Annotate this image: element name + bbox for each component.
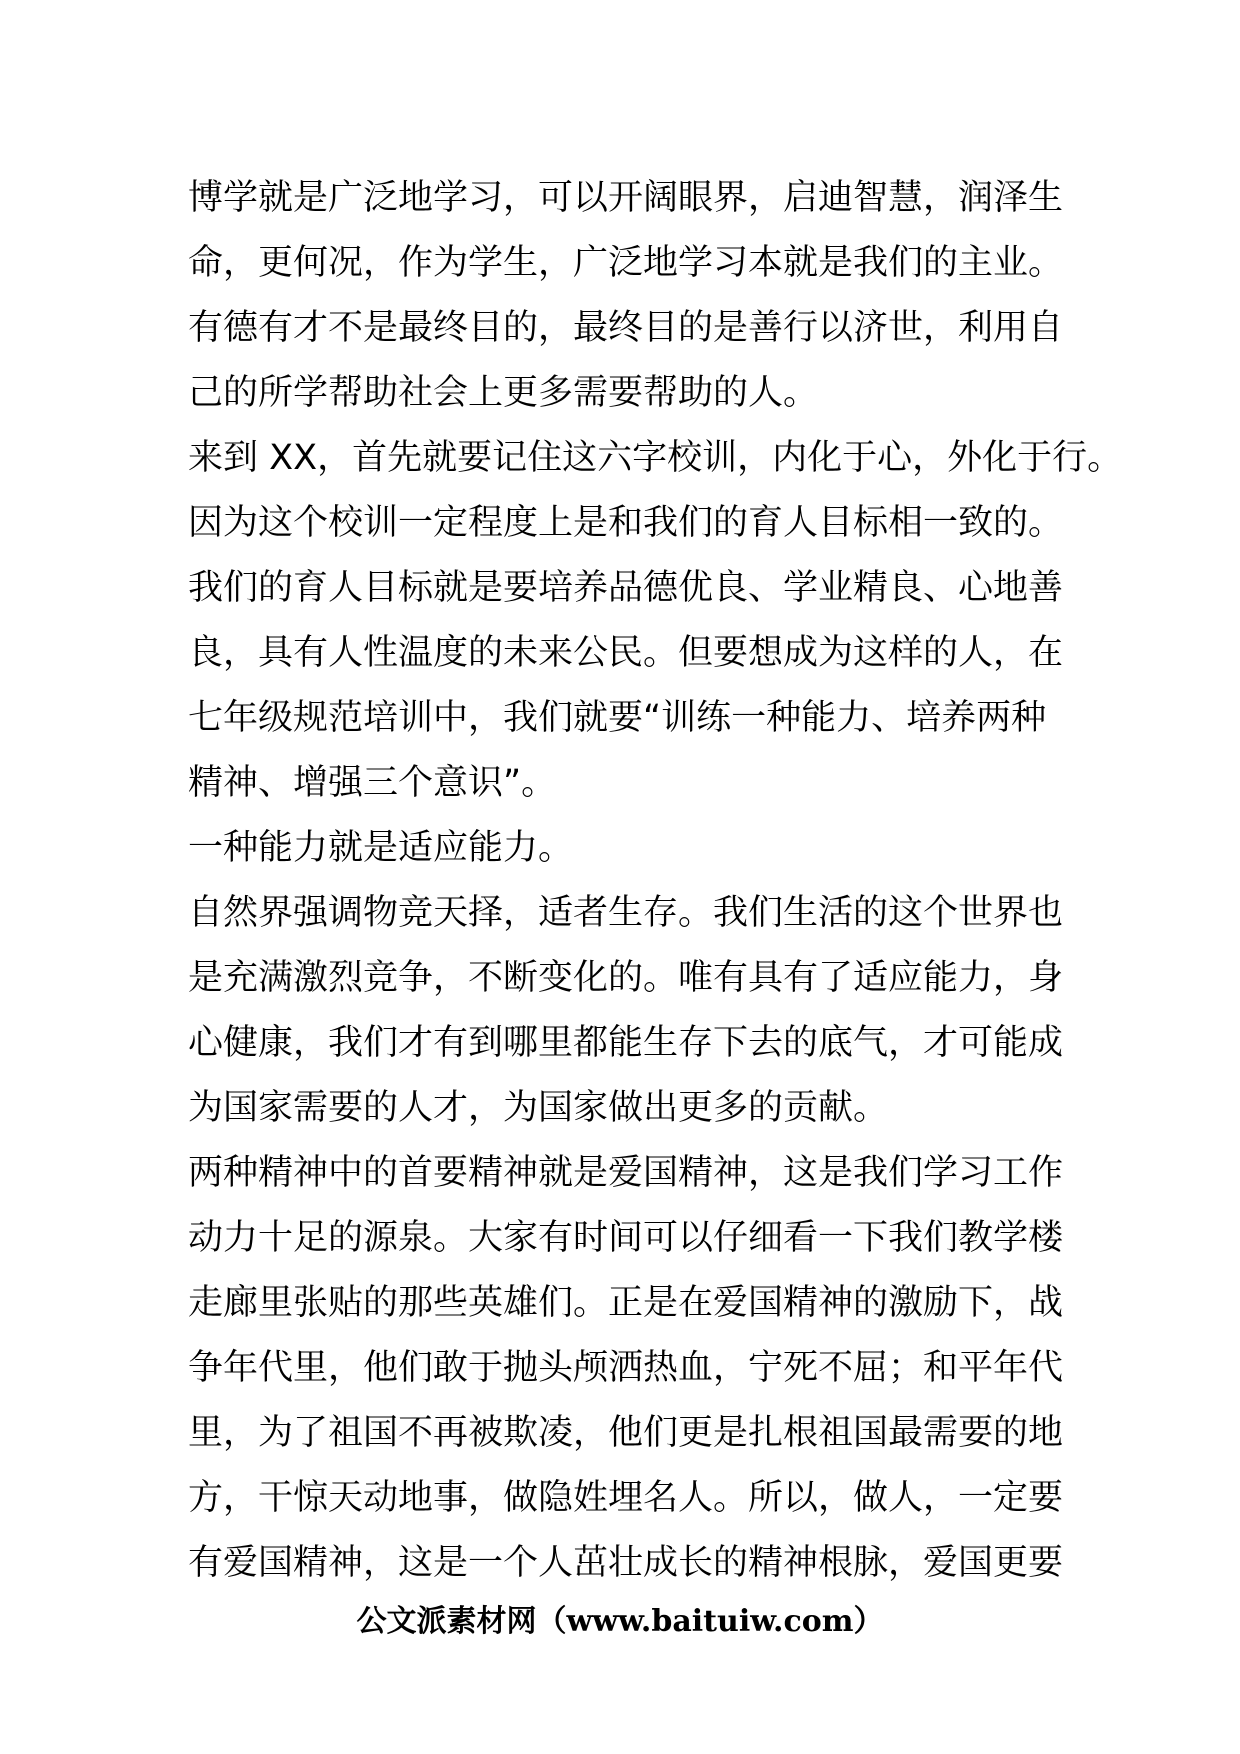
page-footer: 公文派素材网（www.baituiw.com）: [356, 1604, 884, 1639]
text-line: 走廊里张贴的那些英雄们。正是在爱国精神的激励下，战: [188, 1283, 1064, 1323]
text-line: 里，为了祖国不再被欺凌，他们更是扎根祖国最需要的地: [188, 1413, 1064, 1453]
text-line: 七年级规范培训中，我们就要“训练一种能力、培养两种: [188, 698, 1047, 738]
text-line: 一种能力就是适应能力。: [188, 828, 574, 868]
text-line: 自然界强调物竞天择，适者生存。我们生活的这个世界也: [188, 893, 1064, 933]
text-line: 方，干惊天动地事，做隐姓埋名人。所以，做人，一定要: [188, 1478, 1064, 1518]
text-line: 博学就是广泛地学习，可以开阔眼界，启迪智慧，润泽生: [188, 178, 1064, 218]
text-line: 有爱国精神，这是一个人茁壮成长的精神根脉，爱国更要: [188, 1543, 1064, 1583]
text-line: 动力十足的源泉。大家有时间可以仔细看一下我们教学楼: [188, 1218, 1064, 1258]
text-line: 心健康，我们才有到哪里都能生存下去的底气，才可能成: [188, 1023, 1064, 1063]
text-line: 我们的育人目标就是要培养品德优良、学业精良、心地善: [188, 568, 1064, 608]
document-body: [188, 166, 1123, 1596]
text-line: 是充满激烈竞争，不断变化的。唯有具有了适应能力，身: [188, 958, 1064, 998]
text-line: 来到 XX，首先就要记住这六字校训，内化于心，外化于行。: [188, 438, 1123, 478]
text-line: 精神、增强三个意识”。: [188, 763, 557, 803]
text-line: 两种精神中的首要精神就是爱国精神，这是我们学习工作: [188, 1153, 1064, 1193]
text-line: 命，更何况，作为学生，广泛地学习本就是我们的主业。: [188, 243, 1064, 283]
text-line: 有德有才不是最终目的，最终目的是善行以济世，利用自: [188, 308, 1064, 348]
text-line: 己的所学帮助社会上更多需要帮助的人。: [188, 373, 819, 413]
text-line: 因为这个校训一定程度上是和我们的育人目标相一致的。: [188, 503, 1064, 543]
text-line: 良，具有人性温度的未来公民。但要想成为这样的人，在: [188, 633, 1064, 673]
text-line: 争年代里，他们敢于抛头颅洒热血，宁死不屈；和平年代: [188, 1348, 1064, 1388]
text-line: 为国家需要的人才，为国家做出更多的贡献。: [188, 1088, 889, 1128]
